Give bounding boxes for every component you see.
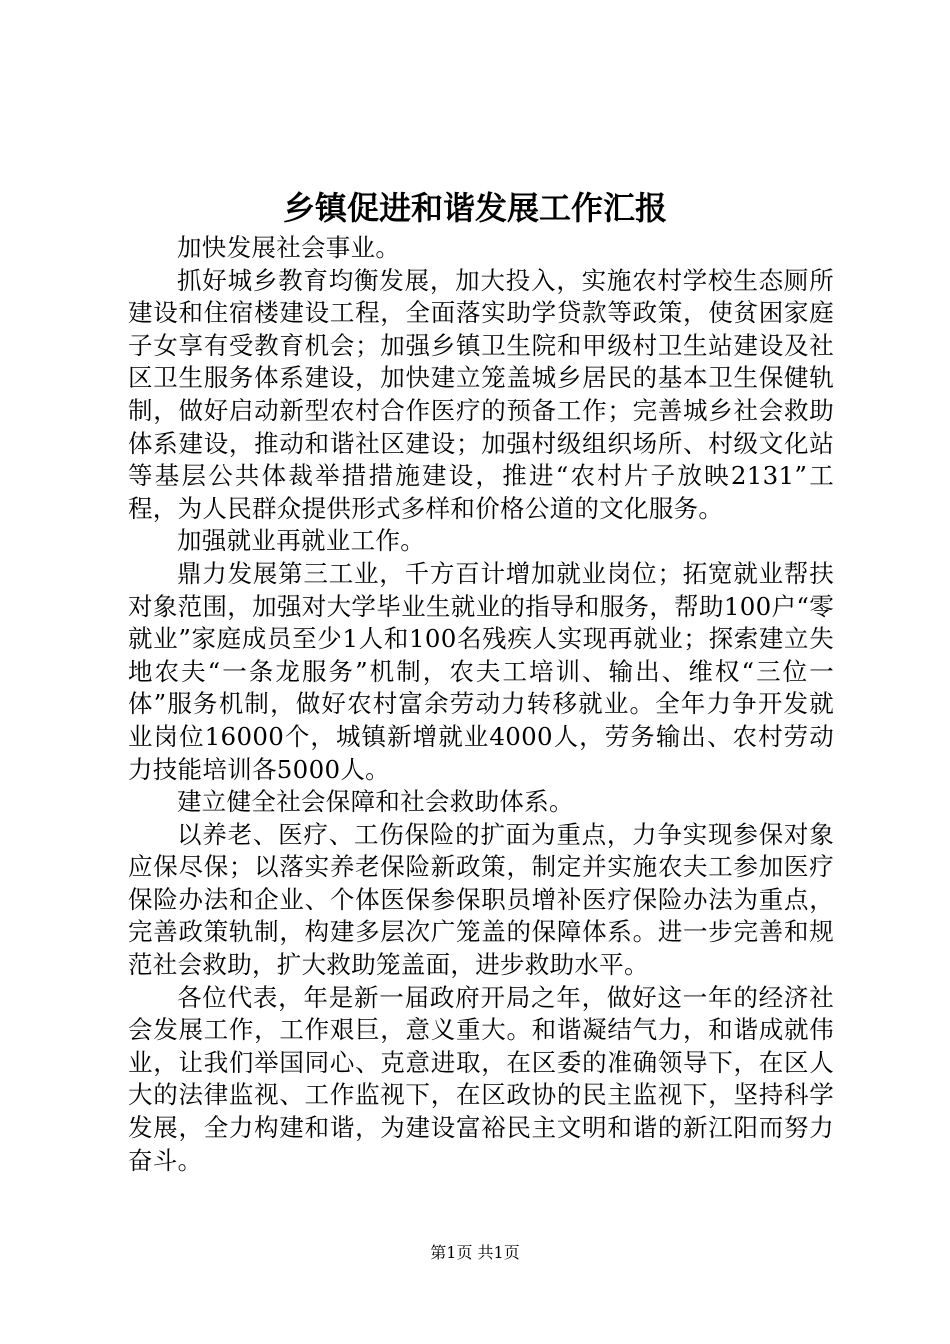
paragraph-closing: 各位代表，年是新一届政府开局之年，做好这一年的经济社会发展工作，工作艰巨，意义重大。和谐凝结气力，和谐成就伟业，让我们举国同心、克意进取，在区委的准确领导下，在区人大的法律监视、工作监视下，在区政协的民主监视下，坚持科学发展，全力构建和谐，为建设富裕民主文明和谐的新江阳而努力奋斗。 <box>128 982 834 1175</box>
paragraph-heading-social: 加快发展社会事业。 <box>177 233 401 262</box>
paragraph-heading-employment: 加强就业再就业工作。 <box>177 526 425 556</box>
page-number-footer: 第1页 共1页 <box>430 1243 520 1262</box>
paragraph-heading-security: 建立健全社会保障和社会救助体系。 <box>177 787 574 817</box>
paragraph-social-security: 以养老、医疗、工伤保险的扩面为重点，力争实现参保对象应保尽保；以落实养老保险新政策，制定并实施农夫工参加医疗保险办法和企业、个体医保参保职员增补医疗保险办法为重点，完善政策轨制，构建多层次广笼盖的保障体系。进一步完善和规范社会救助，扩大救助笼盖面，进步救助水平。 <box>128 819 834 980</box>
document-body <box>128 232 834 1177</box>
paragraph-employment: 鼎力发展第三工业，千方百计增加就业岗位；拓宽就业帮扶对象范围，加强对大学毕业生就业的指导和服务，帮助100户“零就业”家庭成员至少1人和100名残疾人实现再就业；探索建立失地农夫“一条龙服务”机制，农夫工培训、输出、维权“三位一体”服务机制，做好农村富余劳动力转移就业。全年力争开发就业岗位16000个，城镇新增就业4000人，劳务输出、农村劳动力技能培训各5000人。 <box>128 558 835 784</box>
paragraph-social-affairs: 抓好城乡教育均衡发展，加大投入，实施农村学校生态厕所建设和住宿楼建设工程，全面落实助学贷款等政策，使贫困家庭子女享有受教育机会；加强乡镇卫生院和甲级村卫生站建设及社区卫生服务体系建设，加快建立笼盖城乡居民的基本卫生保健轨制，做好启动新型农村合作医疗的预备工作；完善城乡社会救助体系建设，推动和谐社区建设；加强村级组织场所、村级文化站等基层公共体裁举措措施建设，推进“农村片子放映2131”工程，为人民群众提供形式多样和价格公道的文化服务。 <box>128 265 834 523</box>
document-title: 乡镇促进和谐发展工作汇报 <box>282 189 667 227</box>
